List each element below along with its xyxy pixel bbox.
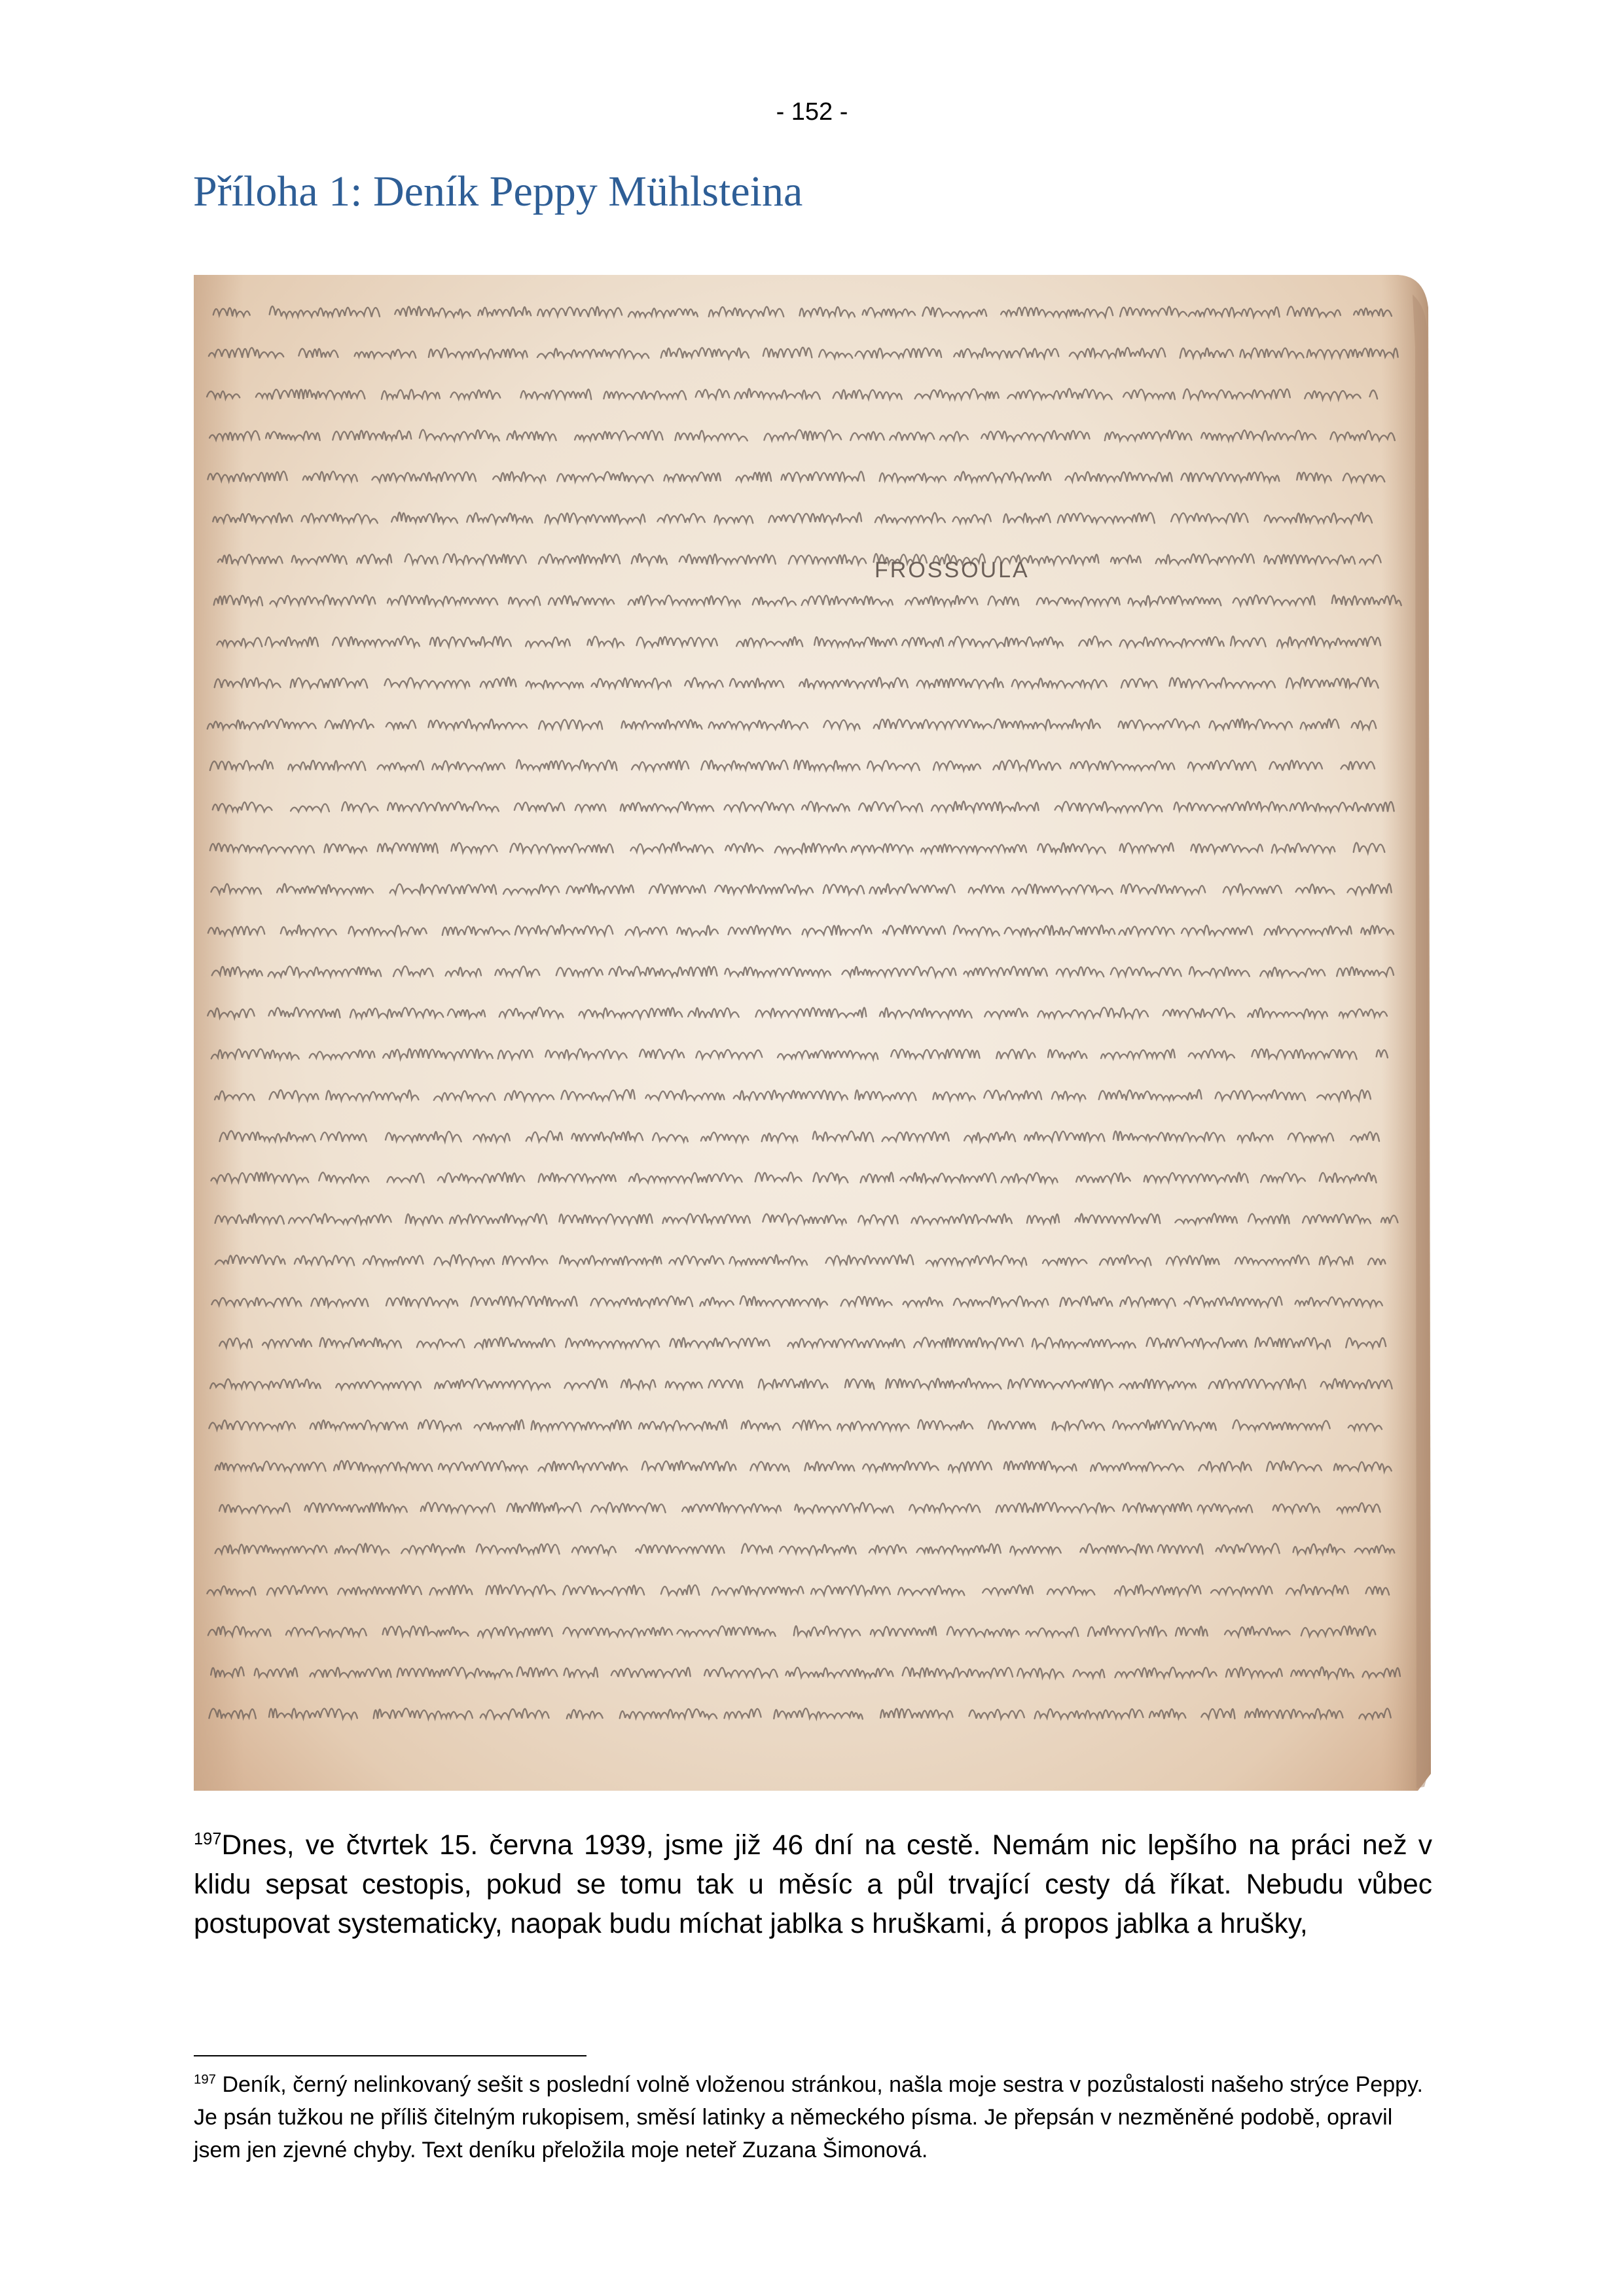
footnote-separator — [194, 2055, 586, 2056]
footnote-text: Deník, černý nelinkovaný sešit s poslední volně vloženou stránkou, našla moje sestra v pozůstalosti našeho strýce Peppy. Je psán tužkou ne příliš čitelným rukopisem, směsí latinky a německého písma. Je přepsán v nezměněné podobě, opravil jsem jen zjevné chyby. Text deníku přeložila moje neteř Zuzana Šimonová. — [194, 2072, 1423, 2162]
diary-page-photo — [194, 268, 1432, 1791]
handwritten-word: FROSSOULA — [875, 558, 1030, 583]
page-number: - 152 - — [776, 98, 848, 126]
page-heading: Příloha 1: Deník Peppy Mühlsteina — [193, 168, 803, 215]
diary-page-image — [194, 268, 1432, 1791]
body-text: Dnes, ve čtvrtek 15. června 1939, jsme již 46 dní na cestě. Nemám nic lepšího na práci než v klidu sepsat cestopis, pokud se tomu tak u měsíc a půl trvající cesty dá říkat. Nebudu vůbec postupovat systematicky, naopak budu míchat jablka s hruškami, á propos jablka a hrušky, — [194, 1830, 1432, 1939]
footnote — [194, 2068, 1432, 2166]
footnote-reference: 197 — [194, 1829, 222, 1848]
footnote-number: 197 — [194, 2072, 217, 2087]
body-paragraph — [194, 1826, 1432, 1944]
